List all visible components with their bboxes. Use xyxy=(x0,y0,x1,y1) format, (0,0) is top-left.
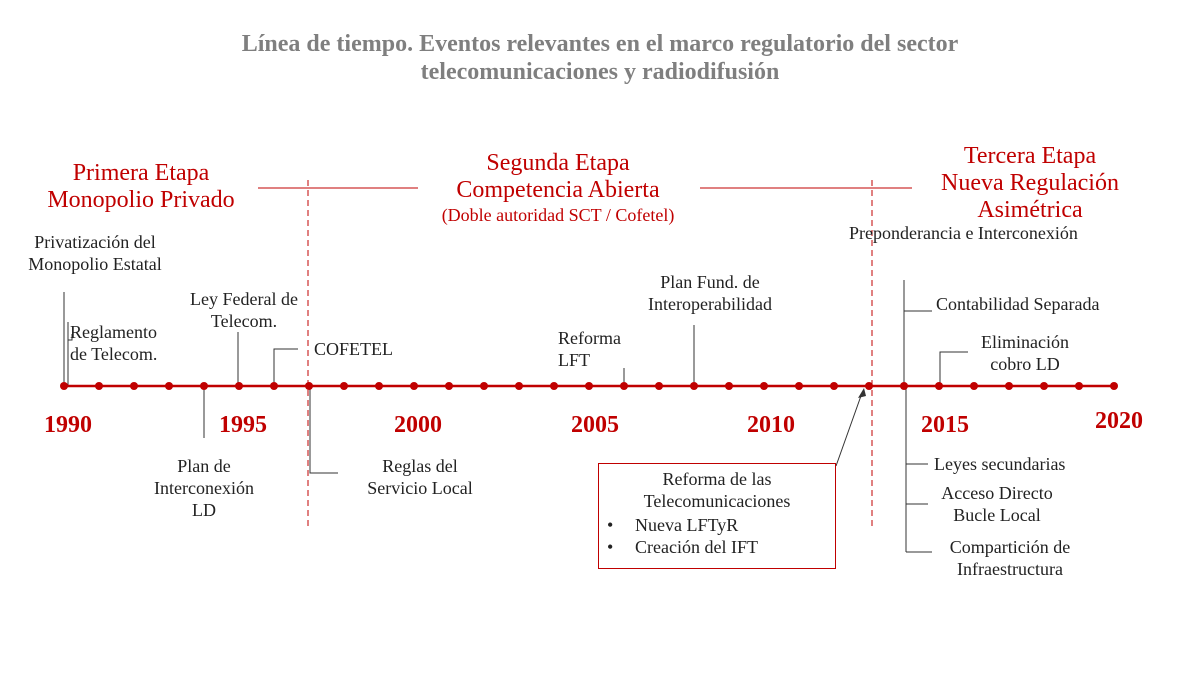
event-comparticion xyxy=(928,536,1092,580)
timeline-dot xyxy=(95,382,103,390)
stage-first xyxy=(10,160,272,214)
timeline-dot xyxy=(795,382,803,390)
event-plan-fund-line1: Plan Fund. de xyxy=(660,272,760,292)
event-eliminacion-line1: Eliminación xyxy=(981,332,1069,352)
connector-cofetel xyxy=(274,349,298,386)
year-label-2015: 2015 xyxy=(921,412,969,438)
year-label-2000: 2000 xyxy=(394,412,442,438)
timeline-dot xyxy=(130,382,138,390)
event-leyes-secundarias: Leyes secundarias xyxy=(934,454,1066,474)
reforma-telecom-box xyxy=(598,463,836,569)
event-reforma-lft xyxy=(558,327,621,371)
event-eliminacion-line2: cobro LD xyxy=(990,354,1060,374)
stage-first-line1: Primera Etapa xyxy=(72,160,210,186)
event-reglamento-line2: de Telecom. xyxy=(70,344,158,364)
event-reglas-line1: Reglas del xyxy=(382,456,458,476)
timeline-dot xyxy=(270,382,278,390)
event-privatizacion-line1: Privatización del xyxy=(34,232,156,252)
stage-third-line2: Nueva Regulación xyxy=(941,170,1119,196)
event-ley-federal xyxy=(166,288,322,332)
event-privatizacion xyxy=(0,231,190,275)
event-contabilidad: Contabilidad Separada xyxy=(936,294,1100,314)
event-reglamento-line1: Reglamento xyxy=(70,322,157,342)
timeline-dot xyxy=(1040,382,1048,390)
connector-reforma-arrow xyxy=(836,393,862,466)
year-label-1995: 1995 xyxy=(219,412,267,438)
timeline-dot xyxy=(760,382,768,390)
timeline-dot xyxy=(690,382,698,390)
page-title xyxy=(0,30,1200,86)
timeline-dot xyxy=(585,382,593,390)
stage-first-line2: Monopolio Privado xyxy=(47,187,235,213)
event-privatizacion-line2: Monopolio Estatal xyxy=(28,254,162,274)
timeline-dot xyxy=(900,382,908,390)
event-plan-interconexion-line3: LD xyxy=(192,500,216,520)
year-label-2010: 2010 xyxy=(747,412,795,438)
event-reforma-lft-line2: LFT xyxy=(558,350,591,370)
stage-second xyxy=(400,150,716,226)
stage-third-line1: Tercera Etapa xyxy=(963,143,1097,169)
event-comparticion-line1: Compartición de xyxy=(949,537,1071,557)
event-plan-interconexion-line1: Plan de xyxy=(177,456,231,476)
timeline-dot xyxy=(200,382,208,390)
year-label-1990: 1990 xyxy=(44,412,92,438)
bullet-icon: • xyxy=(607,515,614,535)
event-acceso-directo xyxy=(922,482,1072,526)
timeline-dot xyxy=(340,382,348,390)
event-ley-federal-line2: Telecom. xyxy=(210,311,278,331)
arrowhead-icon xyxy=(858,388,866,398)
event-plan-interconexion xyxy=(126,455,282,521)
timeline-dot xyxy=(165,382,173,390)
event-plan-interconexion-line2: Interconexión xyxy=(154,478,254,498)
timeline-dot xyxy=(235,382,243,390)
timeline-dot xyxy=(1075,382,1083,390)
bullet-icon: • xyxy=(607,537,614,557)
event-cofetel: COFETEL xyxy=(314,339,393,359)
stage-third xyxy=(912,143,1148,224)
timeline-dot xyxy=(445,382,453,390)
year-label-2020: 2020 xyxy=(1095,408,1143,434)
reforma-bullet-1: Nueva LFTyR xyxy=(635,515,739,535)
stage-second-line2: Competencia Abierta xyxy=(456,177,660,203)
connector-eliminacion xyxy=(940,352,968,386)
event-eliminacion xyxy=(966,331,1084,375)
event-ley-federal-line1: Ley Federal de xyxy=(190,289,298,309)
event-plan-fund-line2: Interoperabilidad xyxy=(648,294,772,314)
event-reglas xyxy=(340,455,500,499)
event-acceso-directo-line2: Bucle Local xyxy=(953,505,1041,525)
event-comparticion-line2: Infraestructura xyxy=(957,559,1063,579)
event-reglamento xyxy=(70,321,157,365)
timeline-dot xyxy=(375,382,383,390)
stage-second-line1: Segunda Etapa xyxy=(486,150,630,176)
list-item xyxy=(607,536,835,558)
timeline-dot xyxy=(935,382,943,390)
timeline-dot xyxy=(655,382,663,390)
timeline-dot xyxy=(410,382,418,390)
reforma-bullet-2: Creación del IFT xyxy=(635,537,758,557)
reforma-telecom-title xyxy=(599,468,835,512)
connector-reglas xyxy=(310,386,338,473)
reforma-telecom-list xyxy=(599,514,835,558)
title-line-2: telecomunicaciones y radiodifusión xyxy=(420,59,780,85)
title-line-1: Línea de tiempo. Eventos relevantes en el marco regulatorio del sector xyxy=(241,31,959,57)
event-preponderancia: Preponderancia e Interconexión xyxy=(849,223,1078,243)
event-plan-fund xyxy=(612,271,808,315)
timeline-dot xyxy=(1005,382,1013,390)
timeline-dot xyxy=(60,382,68,390)
stage-third-line3: Asimétrica xyxy=(977,197,1083,223)
timeline-dot xyxy=(305,382,313,390)
timeline-dot xyxy=(620,382,628,390)
timeline-dot xyxy=(1110,382,1118,390)
timeline-dot xyxy=(550,382,558,390)
timeline-dot xyxy=(830,382,838,390)
event-reforma-lft-line1: Reforma xyxy=(558,328,621,348)
stage-second-sub: (Doble autoridad SCT / Cofetel) xyxy=(441,205,675,225)
event-reglas-line2: Servicio Local xyxy=(367,478,473,498)
timeline-dot xyxy=(725,382,733,390)
reforma-telecom-title-line2: Telecomunicaciones xyxy=(643,491,791,511)
event-acceso-directo-line1: Acceso Directo xyxy=(941,483,1053,503)
timeline-dot xyxy=(970,382,978,390)
reforma-telecom-title-line1: Reforma de las xyxy=(662,469,772,489)
timeline-dot xyxy=(515,382,523,390)
list-item xyxy=(607,514,835,536)
year-label-2005: 2005 xyxy=(571,412,619,438)
timeline-dot xyxy=(480,382,488,390)
timeline-dot xyxy=(865,382,873,390)
